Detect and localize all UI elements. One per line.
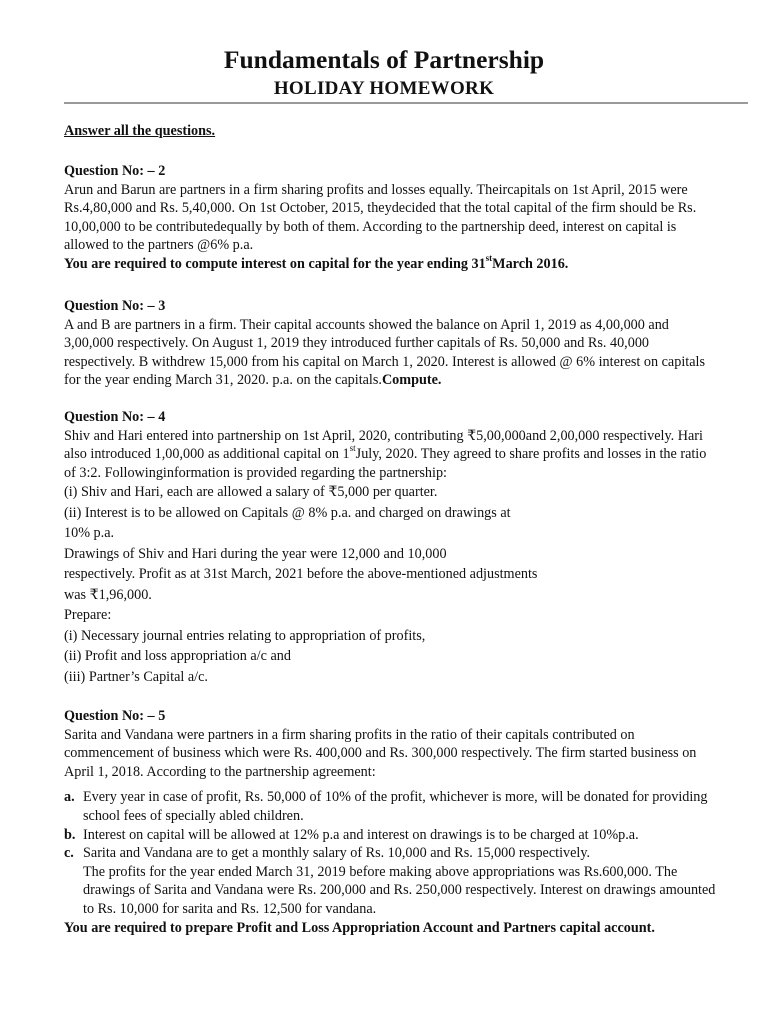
question-3-body bbox=[64, 316, 714, 390]
question-2-task bbox=[64, 255, 714, 274]
question-4-intro-superscript: st bbox=[349, 443, 356, 454]
question-3-compute: Compute. bbox=[381, 372, 442, 389]
list-marker: b. bbox=[64, 826, 76, 843]
list-item bbox=[64, 844, 724, 918]
question-4-line: (ii) Interest is to be allowed on Capitals @ 8% p.a. and charged on drawings at bbox=[64, 504, 511, 521]
question-5-list bbox=[64, 788, 724, 918]
question-4-line: respectively. Profit as at 31st March, 2021 before the above-mentioned adjustments bbox=[64, 566, 538, 583]
question-4-line: Drawings of Shiv and Hari during the year were 12,000 and 10,000 bbox=[64, 545, 447, 562]
question-2-body: Arun and Barun are partners in a firm sharing profits and losses equally. Theircapitals on 1st April, 2015 were Rs.4,80,000 and Rs. 5,40,000. On 1st October, 2015, theydecided that the total capital of the firm should be Rs. 10,00,000 to be contributedequally by both of them. According to the partnership deed, interest on capital is allowed to the partners @6% p.a. bbox=[64, 181, 697, 254]
question-4-line: Prepare: bbox=[64, 607, 112, 624]
list-item bbox=[64, 788, 724, 825]
page-title: Fundamentals of Partnership bbox=[223, 45, 545, 74]
question-3-heading: Question No: – 3 bbox=[64, 298, 166, 314]
question-4-line: was ₹1,96,000. bbox=[64, 586, 152, 603]
list-item-text: Interest on capital will be allowed at 12% p.a and interest on drawings is to be charged at 10%p.a. bbox=[83, 826, 639, 843]
list-marker: c. bbox=[64, 845, 74, 862]
page-subtitle: HOLIDAY HOMEWORK bbox=[273, 78, 495, 99]
question-3-body-text: A and B are partners in a firm. Their capital accounts showed the balance on April 1, 2019 as 4,00,000 and 3,00,000 respectively. On August 1, 2019 they introduced further capitals of Rs. 50,000 and Rs. 40,000 respectively. B withdrew 15,000 from his capital on March 1, 2020. Interest is allowed @ 6% interest on capitals for the year ending March 31, 2020. p.a. on the capitals. bbox=[64, 316, 705, 389]
list-item-text: Sarita and Vandana are to get a monthly salary of Rs. 10,000 and Rs. 15,000 respectively. bbox=[83, 845, 591, 862]
question-2-task-end: March 2016. bbox=[492, 255, 569, 272]
question-2-heading: Question No: – 2 bbox=[64, 163, 166, 179]
question-2-task-text: You are required to compute interest on capital for the year ending 31 bbox=[64, 255, 486, 272]
list-item-text: Every year in case of profit, Rs. 50,000 of 10% of the profit, whichever is more, will be donated for providing school fees of specially abled children. bbox=[83, 789, 708, 824]
question-4-lines bbox=[64, 482, 714, 687]
question-3 bbox=[64, 297, 714, 390]
question-5-continuation: The profits for the year ended March 31, 2019 before making above appropriations was Rs.600,000. The drawings of Sarita and Vandana were Rs. 200,000 and Rs. 250,000 respectively. Interest on drawings amounted to Rs. 10,000 for sarita and Rs. 12,500 for vandana. bbox=[83, 863, 716, 917]
list-item bbox=[64, 826, 724, 845]
question-4-intro-end: July, 2020. They agreed to share profits and losses in the ratio of 3:2. Followinginformation is provided regarding the partnership: bbox=[64, 446, 707, 481]
question-4 bbox=[64, 408, 714, 687]
instruction-text: Answer all the questions. bbox=[64, 123, 216, 139]
question-5-task: You are required to prepare Profit and Loss Appropriation Account and Partners capital account. bbox=[64, 919, 655, 936]
question-4-heading: Question No: – 4 bbox=[64, 409, 166, 425]
question-4-line: (iii) Partner’s Capital a/c. bbox=[64, 668, 208, 685]
question-5-intro: Sarita and Vandana were partners in a firm sharing profits in the ratio of their capitals contributed on commencement of business which were Rs. 400,000 and Rs. 300,000 respectively. The firm started business on April 1, 2018. According to the partnership agreement: bbox=[64, 726, 697, 780]
question-4-intro bbox=[64, 427, 714, 483]
list-marker: a. bbox=[64, 789, 75, 806]
question-4-line: (i) Shiv and Hari, each are allowed a salary of ₹5,000 per quarter. bbox=[64, 484, 438, 501]
question-5-heading: Question No: – 5 bbox=[64, 708, 166, 724]
question-2-task-superscript: st bbox=[485, 253, 493, 264]
question-4-intro-text: Shiv and Hari entered into partnership on 1st April, 2020, contributing ₹5,00,000and 2,00,000 respectively. Hari also introduced 1,00,000 as additional capital on 1 bbox=[64, 427, 703, 463]
question-4-line: (i) Necessary journal entries relating to appropriation of profits, bbox=[64, 627, 426, 644]
question-2 bbox=[64, 162, 714, 274]
question-5 bbox=[64, 707, 724, 937]
question-4-line: 10% p.a. bbox=[64, 525, 115, 542]
question-4-line: (ii) Profit and loss appropriation a/c and bbox=[64, 648, 291, 665]
header-divider bbox=[64, 102, 748, 104]
